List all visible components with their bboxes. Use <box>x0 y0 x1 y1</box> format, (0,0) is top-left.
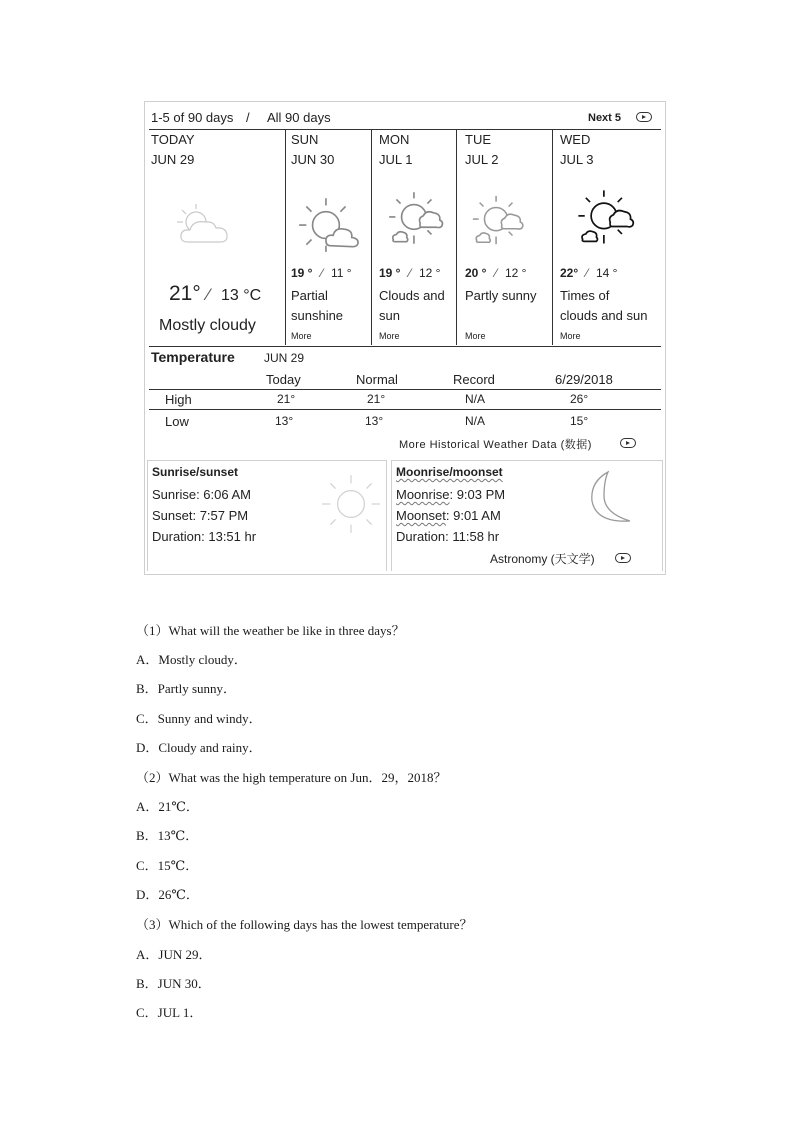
moonrise-moonset-panel <box>391 460 663 571</box>
today-temp-separator: ⁄ <box>207 285 210 304</box>
today-condition: Mostly cloudy <box>159 317 256 334</box>
question-3-option-b[interactable]: B．JUN 30． <box>136 976 211 991</box>
cell: 13° <box>275 414 294 428</box>
sun-duration: Duration: 13:51 hr <box>152 529 257 544</box>
forecast-condition: sunshine <box>291 308 344 323</box>
astronomy-arrow-icon[interactable] <box>615 553 631 563</box>
cell: N/A <box>465 392 486 406</box>
forecast-day-mon[interactable]: MON JUL 1 19 ° ⁄ 12 ° Clouds and sun More <box>379 132 455 344</box>
clouds-and-sun-icon <box>383 188 449 250</box>
all-days-link[interactable]: All 90 days <box>267 110 331 125</box>
question-3-option-c[interactable]: C．JUL 1． <box>136 1005 203 1020</box>
partly-sunny-icon <box>295 192 361 254</box>
more-link[interactable]: More <box>465 331 486 341</box>
header-divider <box>149 129 661 130</box>
forecast-day-name: MON <box>379 132 410 147</box>
temperature-header: Record <box>453 372 495 387</box>
forecast-day-name: TUE <box>465 132 491 147</box>
forecast-low: 14 ° <box>596 266 618 280</box>
more-link[interactable]: More <box>291 331 312 341</box>
row-label: Low <box>165 414 189 429</box>
forecast-low: 12 ° <box>419 266 441 280</box>
question-3-prompt: （3）Which of the following days has the lowest temperature？ <box>136 917 473 932</box>
forecast-condition: clouds and sun <box>560 308 648 323</box>
sunrise-sunset-panel <box>147 460 387 571</box>
forecast-divider <box>149 346 661 347</box>
today-high-temp: 21° <box>169 282 201 305</box>
sunrise-time: Sunrise: 6:06 AM <box>152 487 251 502</box>
forecast-day-name: SUN <box>291 132 319 147</box>
range-separator: / <box>246 110 250 125</box>
table-divider <box>149 409 661 410</box>
temperature-title: Temperature <box>151 349 235 365</box>
column-divider <box>456 130 457 345</box>
cell: 26° <box>570 392 589 406</box>
cell: 21° <box>367 392 386 406</box>
moonrise-time <box>396 487 505 502</box>
moon-duration: Duration: 11:58 hr <box>396 529 500 544</box>
today-day: TODAY <box>151 132 195 147</box>
question-2-option-c[interactable]: C．15℃． <box>136 858 199 873</box>
sunrise-sunset-title: Sunrise/sunset <box>152 465 239 479</box>
forecast-day-date: JUN 30 <box>291 152 335 167</box>
question-1-option-d[interactable]: D．Cloudy and rainy． <box>136 740 262 755</box>
question-1-option-b[interactable]: B．Partly sunny． <box>136 681 237 696</box>
moonrise-label: Moonrise <box>396 487 450 502</box>
question-3-option-a[interactable]: A．JUN 29． <box>136 947 212 962</box>
next-arrow-icon[interactable] <box>636 112 652 122</box>
mostly-cloudy-icon <box>171 198 241 258</box>
forecast-day-date: JUL 3 <box>560 152 594 167</box>
more-link[interactable]: More <box>379 331 400 341</box>
forecast-low: 11 ° <box>331 266 352 280</box>
temperature-header: Today <box>266 372 301 387</box>
question-2-option-a[interactable]: A．21℃． <box>136 799 199 814</box>
temperature-header: Normal <box>356 372 398 387</box>
forecast-high: 19 ° <box>379 266 401 280</box>
moonset-time <box>396 508 501 523</box>
forecast-day-date: JUL 2 <box>465 152 499 167</box>
more-link[interactable]: More <box>560 331 581 341</box>
forecast-condition: Clouds and <box>379 288 445 303</box>
forecast-day-name: WED <box>560 132 591 147</box>
row-label: High <box>165 392 192 407</box>
partly-sunny-icon <box>467 192 529 250</box>
forecast-day-wed[interactable]: WED JUL 3 22° ⁄ 14 ° Times of clouds and sun More <box>560 132 648 341</box>
temperature-date: JUN 29 <box>264 351 305 365</box>
forecast-condition: Times of <box>560 288 610 303</box>
today-date: JUN 29 <box>151 152 195 167</box>
moon-icon <box>586 469 638 527</box>
forecast-day-date: JUL 1 <box>379 152 413 167</box>
question-1-option-c[interactable]: C．Sunny and windy． <box>136 711 262 726</box>
forecast-low: 12 ° <box>505 266 527 280</box>
question-2-option-d[interactable]: D．26℃． <box>136 887 199 902</box>
forecast-condition: Partly sunny <box>465 288 537 303</box>
sun-icon <box>318 471 384 537</box>
column-divider <box>285 130 286 345</box>
clouds-and-sun-icon <box>572 186 640 250</box>
cell: 15° <box>570 414 589 428</box>
table-row <box>145 414 665 432</box>
historical-data-link[interactable]: More Historical Weather Data (数据) <box>399 439 592 451</box>
cell: 13° <box>365 414 384 428</box>
astronomy-link[interactable]: Astronomy (天文学) <box>490 552 595 566</box>
moonset-value: : 9:01 AM <box>445 508 501 523</box>
sunset-time: Sunset: 7:57 PM <box>152 508 249 523</box>
question-1-option-a[interactable]: A．Mostly cloudy． <box>136 652 247 667</box>
question-1-prompt: （1）What will the weather be like in three days？ <box>136 623 405 638</box>
cell: 21° <box>277 392 296 406</box>
question-2-prompt: （2）What was the high temperature on Jun．29，2018？ <box>136 770 447 785</box>
forecast-condition: sun <box>379 308 400 323</box>
range-label: 1-5 of 90 days <box>151 110 234 125</box>
question-2-option-b[interactable]: B．13℃． <box>136 828 199 843</box>
column-divider <box>371 130 372 345</box>
temperature-header: 6/29/2018 <box>555 372 613 387</box>
forecast-high: 22° <box>560 266 579 280</box>
moonrise-moonset-title: Moonrise/moonset <box>396 465 503 479</box>
column-divider <box>552 130 553 345</box>
forecast-high: 20 ° <box>465 266 487 280</box>
forecast-day-tue[interactable]: TUE JUL 2 20 ° ⁄ 12 ° Partly sunny More <box>465 132 537 341</box>
table-divider <box>149 389 661 390</box>
moonset-label: Moonset <box>396 508 446 523</box>
forecast-day-sun[interactable]: SUN JUN 30 19 ° ⁄ 11 ° Partial sunshine More <box>291 132 369 344</box>
moonrise-value: : 9:03 PM <box>449 487 506 502</box>
table-row <box>145 392 665 410</box>
today-low-temp: 13 °C <box>221 287 262 304</box>
forecast-condition: Partial <box>291 288 328 303</box>
historical-arrow-icon[interactable] <box>620 438 636 448</box>
weather-card <box>144 101 666 575</box>
next-5-link[interactable]: Next 5 <box>588 112 622 124</box>
forecast-high: 19 ° <box>291 266 313 280</box>
cell: N/A <box>465 414 486 428</box>
